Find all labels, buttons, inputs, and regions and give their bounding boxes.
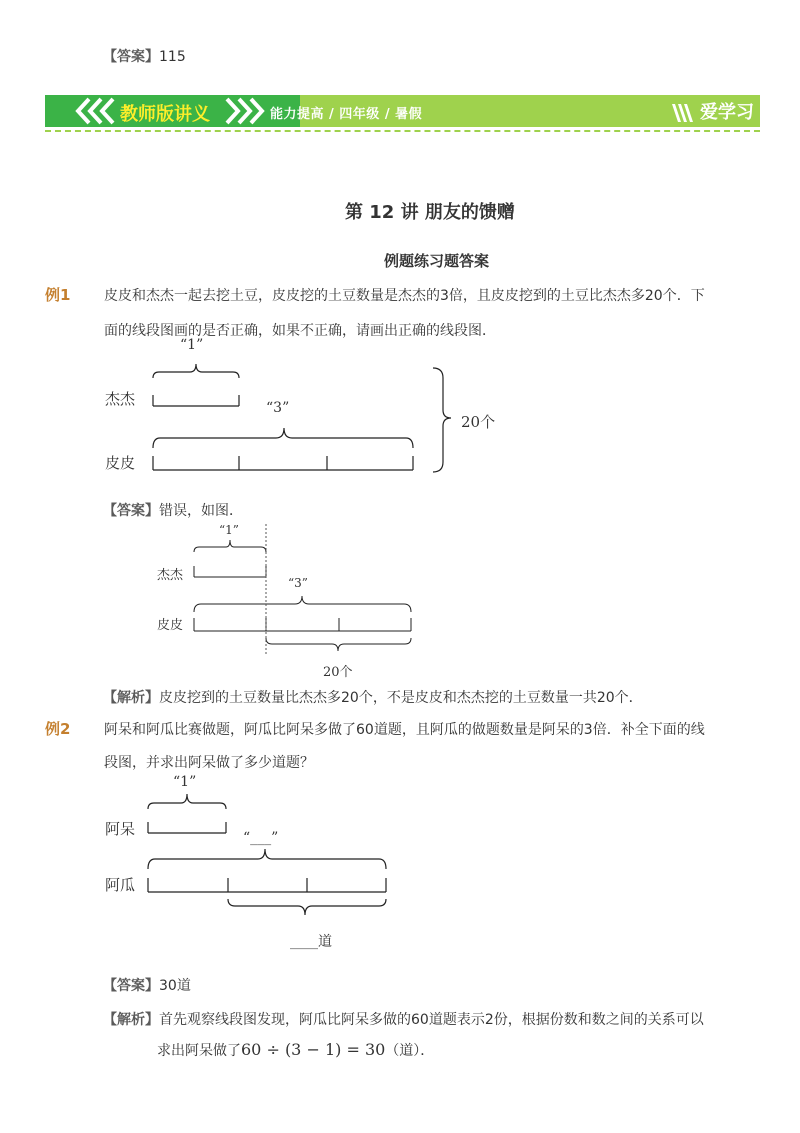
- banner-title: 教师版讲义: [120, 104, 210, 125]
- section-title: 例题练习题答案: [384, 252, 490, 270]
- answer-label: 【答案】: [103, 978, 159, 994]
- incorrect-line-diagram: [100, 338, 520, 483]
- brand-name: 爱学习: [700, 102, 754, 123]
- diagram1-jiejie-label: 杰杰: [105, 390, 136, 408]
- diagram3-one-label: “1”: [173, 774, 197, 790]
- analysis-formula: 60 ÷ (3 − 1) = 30: [241, 1040, 386, 1059]
- analysis-label: 【解析】: [103, 1012, 159, 1028]
- example-2-text-line2: 段图，并求出阿呆做了多少道题？: [104, 755, 314, 771]
- example-1-text-line2: 面的线段图画的是否正确，如果不正确，请画出正确的线段图．: [104, 323, 496, 339]
- header-banner: [45, 95, 762, 127]
- example-1-label: 例1: [45, 286, 71, 304]
- example-2-label: 例2: [45, 720, 71, 738]
- brand-mark-icon: [670, 102, 694, 124]
- example-1-analysis: [103, 687, 643, 707]
- diagram3-blank-label: “___”: [243, 830, 279, 846]
- answer-text: 30道: [159, 978, 191, 994]
- analysis-suffix: （道）．: [385, 1043, 435, 1059]
- chevron-right-icon: [225, 97, 265, 125]
- header-divider: [45, 130, 760, 132]
- diagram1-one-label: “1”: [180, 337, 204, 353]
- chevron-left-icon: [75, 97, 115, 125]
- answer-value: 115: [159, 49, 186, 65]
- analysis-text-line1: 首先观察线段图发现，阿瓜比阿呆多做的60道题表示2份，根据份数和数之间的关系可以: [159, 1012, 704, 1028]
- example-2-analysis-line2: [157, 1040, 434, 1060]
- diagram2-pipi-label: 皮皮: [157, 618, 184, 633]
- example-1-text-line1: 皮皮和杰杰一起去挖土豆，皮皮挖的土豆数量是杰杰的3倍，且皮皮挖到的土豆比杰杰多20个．下: [104, 288, 705, 304]
- answer-label: 【答案】: [103, 49, 159, 65]
- top-answer: [103, 46, 186, 66]
- example-2-text-line1: 阿呆和阿瓜比赛做题，阿瓜比阿呆多做了60道题，且阿瓜的做题数量是阿呆的3倍．补全下面的线: [104, 722, 705, 738]
- diagram1-three-label: “3”: [266, 400, 290, 416]
- banner-subtitle: 能力提高 / 四年级 / 暑假: [270, 107, 423, 122]
- diagram3-adai-label: 阿呆: [105, 820, 136, 838]
- answer-text: 错误，如图．: [159, 503, 243, 519]
- answer-label: 【答案】: [103, 503, 159, 519]
- brand-logo: [670, 98, 754, 124]
- diagram2-jiejie-label: 杰杰: [157, 568, 184, 583]
- analysis-text: 皮皮挖到的土豆数量比杰杰多20个，不是皮皮和杰杰挖的土豆数量一共20个．: [159, 690, 643, 706]
- analysis-label: 【解析】: [103, 690, 159, 706]
- diagram1-pipi-label: 皮皮: [105, 454, 136, 472]
- example-1-answer: [103, 500, 243, 520]
- analysis-prefix: 求出阿呆做了: [157, 1043, 241, 1059]
- diagram2-diff-label: 20个: [323, 665, 353, 680]
- diagram3-unit-label: ____道: [290, 934, 332, 950]
- example-2-answer: [103, 975, 191, 995]
- diagram1-total-label: 20个: [461, 413, 496, 431]
- example-2-line-diagram: [140, 775, 400, 925]
- example-2-analysis-line1: [103, 1009, 704, 1029]
- lecture-title: 第 12 讲 朋友的馈赠: [345, 202, 515, 223]
- diagram2-one-label: “1”: [219, 523, 239, 537]
- diagram2-three-label: “3”: [288, 576, 308, 590]
- diagram3-agua-label: 阿瓜: [105, 876, 136, 894]
- correct-line-diagram: [180, 520, 430, 660]
